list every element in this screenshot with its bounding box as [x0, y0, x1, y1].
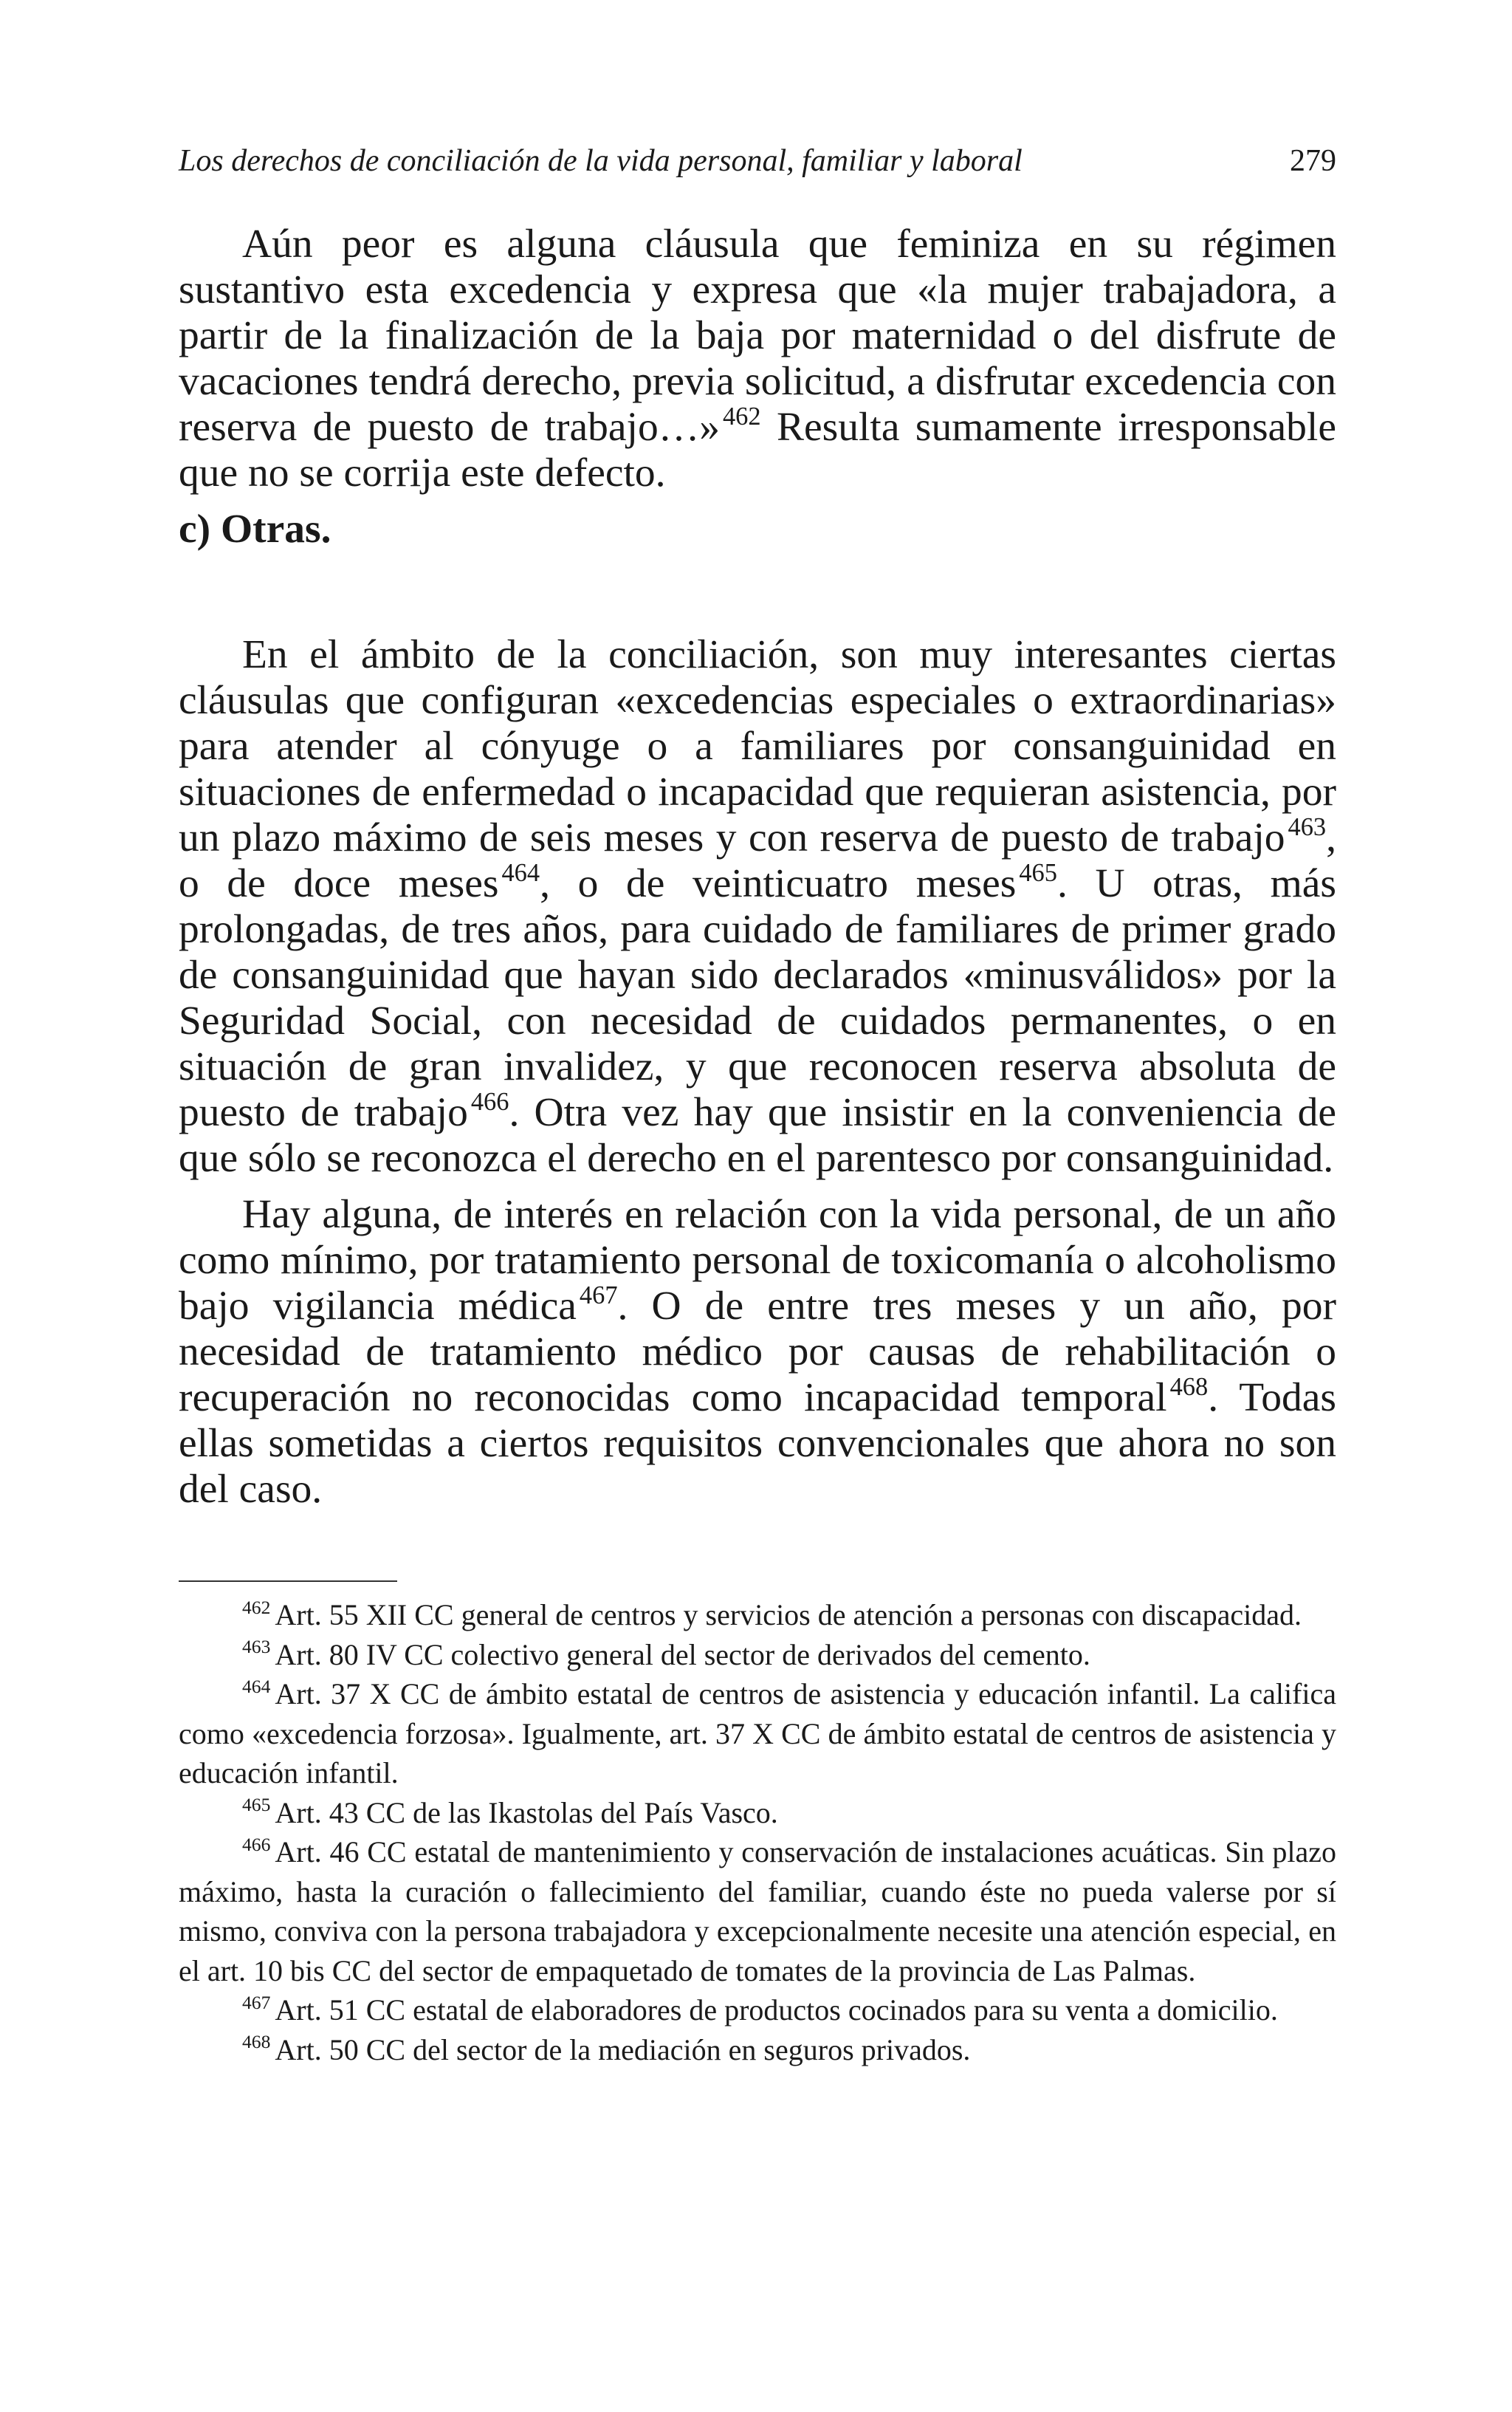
footnotes: [179, 1595, 1336, 2069]
footnote: [179, 1674, 1336, 1793]
paragraph-text: . O de entre tres meses y un año, por necesidad de tratamiento médico por causas de rehabilitación o recuperación no reconocidas como incapacidad temporal: [179, 1284, 1337, 1420]
paragraph-text: . Todas ellas sometidas a ciertos requisitos convencionales que ahora no son del caso.: [179, 1375, 1337, 1512]
paragraph-text: . U otras, más prolongadas, de tres años, para cuidado de familiares de primer grado de consanguinidad que hayan sido declarados «minusválidos» por la Seguridad Social, con necesidad de cuidados permanentes, o en situación de gran invalidez, y que reconocen reserva absoluta de puesto de trabajo: [179, 861, 1336, 1135]
footnote-number: 463: [242, 1636, 271, 1658]
paragraph-text: En el ámbito de la conciliación, son muy interesantes ciertas cláusulas que configuran «excedencias especiales o extraordinarias» para atender al cónyuge o a familiares por consanguinidad en situaciones de enfermedad o incapacidad que requieran asistencia, por un plazo máximo de seis meses y con reserva de puesto de trabajo: [179, 632, 1336, 860]
footnote-reference[interactable]: 463: [1288, 812, 1327, 841]
running-header: [179, 139, 1336, 183]
footnote-number: 462: [242, 1596, 271, 1618]
section-heading: c) Otras.: [179, 507, 331, 552]
footnote-number: 464: [242, 1675, 271, 1697]
footnote-text: Art. 46 CC estatal de mantenimiento y conservación de instalaciones acuáticas. Sin plazo máximo, hasta la curación o fallecimiento del familiar, cuando éste no pueda valerse por sí mismo, conviva con la persona trabajadora y excepcionalmente necesite una atención especial, en el art. 10 bis CC del sector de empaquetado de tomates de la provincia de Las Palmas.: [179, 1835, 1336, 1987]
footnote: [179, 1990, 1336, 2030]
footnote: [179, 1595, 1336, 1635]
footnote: [179, 1635, 1336, 1675]
footnote-reference[interactable]: 462: [722, 402, 761, 431]
footnote-text: Art. 43 CC de las Ikastolas del País Vasco.: [275, 1795, 778, 1829]
footnote-reference[interactable]: 466: [470, 1087, 509, 1116]
footnote-number: 465: [242, 1794, 271, 1816]
paragraph-text: Aún peor es alguna cláusula que feminiza en su régimen sustantivo esta excedencia y expresa que «la mujer trabajadora, a partir de la finalización de la baja por maternidad o del disfrute de vacaciones tendrá derecho, previa solicitud, a disfrutar excedencia con reserva de puesto de trabajo…»: [179, 222, 1336, 450]
footnote-number: 468: [242, 2031, 271, 2053]
footnote-text: Art. 55 XII CC general de centros y servicios de atención a personas con discapacidad.: [275, 1598, 1302, 1631]
book-page: [179, 0, 1336, 2412]
page-number: 279: [1290, 144, 1336, 178]
footnote-reference[interactable]: 465: [1019, 858, 1057, 887]
footnote-text: Art. 80 IV CC colectivo general del sector de derivados del cemento.: [275, 1637, 1090, 1671]
paragraph-text: , o de doce meses: [179, 815, 1336, 906]
footnote-text: Art. 50 CC del sector de la mediación en seguros privados.: [275, 2032, 971, 2066]
paragraph-text: . Otra vez hay que insistir en la conveniencia de que sólo se reconozca el derecho en el parentesco por consanguinidad.: [179, 1090, 1336, 1181]
footnote: [179, 1793, 1336, 1833]
footnote-number: 466: [242, 1833, 271, 1855]
footnote-reference[interactable]: 464: [501, 858, 540, 887]
footnote-reference[interactable]: 467: [579, 1281, 618, 1309]
paragraph-text: Hay alguna, de interés en relación con la vida personal, de un año como mínimo, por tratamiento personal de toxicomanía o alcoholismo bajo vigilancia médica: [179, 1192, 1336, 1329]
paragraph: [179, 222, 1336, 496]
footnote-number: 467: [242, 1991, 271, 2013]
paragraph: [179, 632, 1336, 1182]
paragraph: [179, 1192, 1336, 1512]
paragraph-text: Resulta sumamente irresponsable que no se corrija este defecto.: [179, 405, 1336, 496]
main-text: [179, 222, 1336, 1512]
footnote: [179, 1832, 1336, 1990]
running-title: Los derechos de conciliación de la vida personal, familiar y laboral: [179, 144, 1023, 178]
footnote-text: Art. 37 X CC de ámbito estatal de centros de asistencia y educación infantil. La califica como «excedencia forzosa». Igualmente, art. 37 X CC de ámbito estatal de centros de asistencia y educación infantil.: [179, 1677, 1336, 1789]
footnote-text: Art. 51 CC estatal de elaboradores de productos cocinados para su venta a domicilio.: [275, 1993, 1278, 2026]
footnote-divider: [179, 1580, 397, 1582]
paragraph-text: , o de veinticuatro meses: [540, 861, 1017, 906]
footnote-reference[interactable]: 468: [1169, 1372, 1209, 1401]
footnote: [179, 2030, 1336, 2070]
